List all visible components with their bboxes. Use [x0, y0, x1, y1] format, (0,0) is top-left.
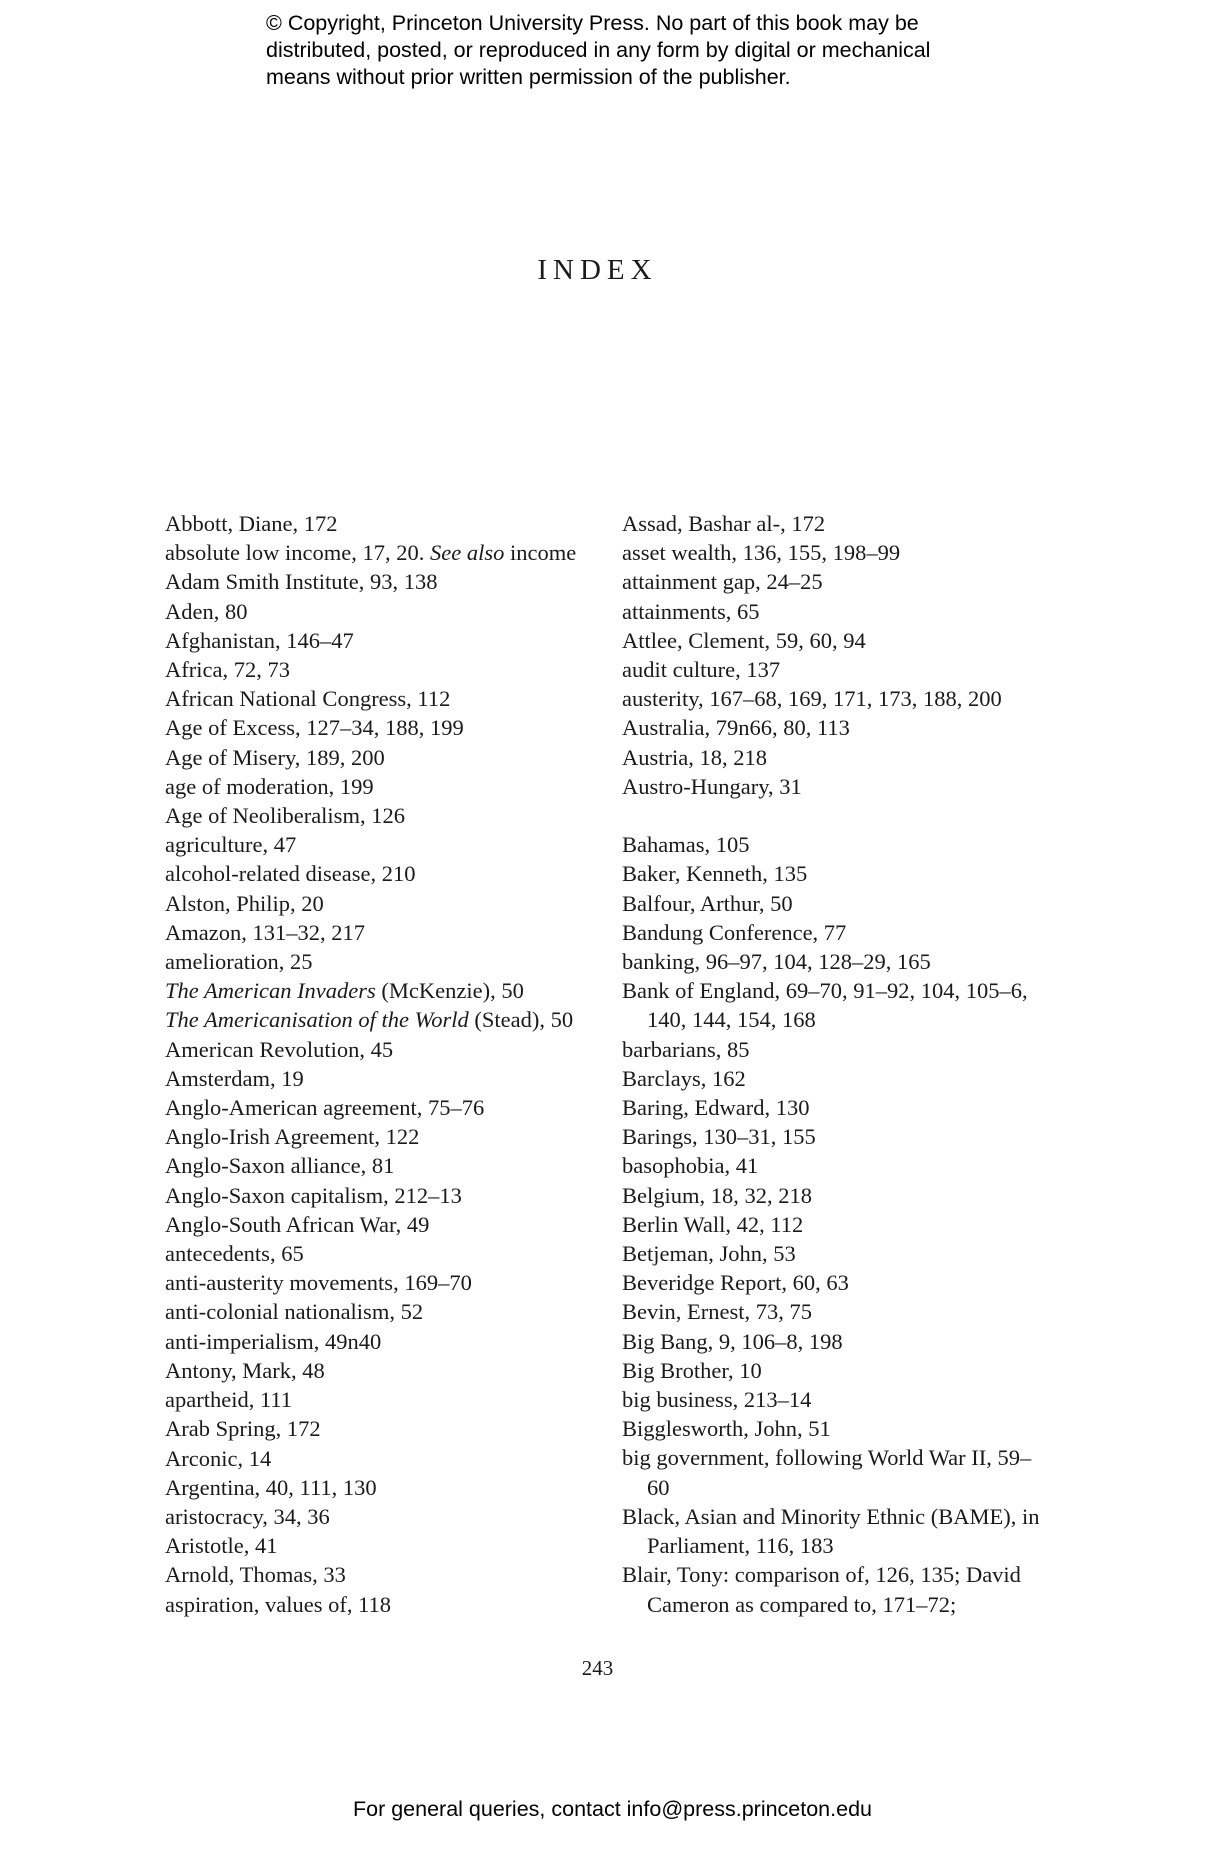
index-entry: Anglo-Saxon capitalism, 212–13 [165, 1182, 462, 1208]
index-entry: Bahamas, 105 [622, 832, 750, 858]
index-entry: amelioration, 25 [165, 949, 313, 975]
index-entry-text: (Stead), 50 [468, 1007, 574, 1033]
index-entry: aristocracy, 34, 36 [165, 1503, 330, 1529]
index-entry: Big Bang, 9, 106–8, 198 [622, 1328, 843, 1354]
index-entry: apartheid, 111 [165, 1387, 293, 1413]
index-entry [165, 976, 595, 1005]
index-entry: aspiration, values of, 118 [165, 1591, 391, 1617]
index-entry-text: absolute low income, 17, 20. [165, 540, 430, 566]
index-entry: Afghanistan, 146–47 [165, 627, 354, 653]
index-entry: barbarians, 85 [622, 1036, 750, 1062]
index-entry: American Revolution, 45 [165, 1036, 394, 1062]
index-entry: Black, Asian and Minority Ethnic (BAME), in Parliament, 116, 183 [622, 1503, 1040, 1559]
page-title: INDEX [537, 254, 658, 286]
index-entry: Barclays, 162 [622, 1065, 746, 1091]
index-entry-text: income [504, 540, 577, 566]
index-entry: asset wealth, 136, 155, 198–99 [622, 540, 901, 566]
index-entry: Antony, Mark, 48 [165, 1357, 325, 1383]
index-entry: Adam Smith Institute, 93, 138 [165, 569, 438, 595]
index-entry: Bevin, Ernest, 73, 75 [622, 1299, 812, 1325]
index-entry-italic: See also [429, 540, 505, 566]
index-entry: Beveridge Report, 60, 63 [622, 1270, 849, 1296]
index-entry: agriculture, 47 [165, 832, 297, 858]
index-entry: big business, 213–14 [622, 1387, 812, 1413]
index-entry-text: (McKenzie), 50 [375, 978, 524, 1004]
index-entry: big government, following World War II, 59–60 [622, 1445, 1032, 1500]
index-entry: Age of Excess, 127–34, 188, 199 [165, 715, 464, 741]
index-entry: banking, 96–97, 104, 128–29, 165 [622, 949, 931, 975]
index-entry: Berlin Wall, 42, 112 [622, 1211, 804, 1237]
index-entry: Austro-Hungary, 31 [622, 773, 802, 799]
index-column-right [622, 509, 1052, 1619]
index-entry: Austria, 18, 218 [622, 744, 767, 770]
index-entry: Baring, Edward, 130 [622, 1095, 810, 1121]
index-entry: Blair, Tony: comparison of, 126, 135; David Cameron as compared to, 171–72; [622, 1562, 1021, 1617]
index-entry: Anglo-Saxon alliance, 81 [165, 1153, 395, 1179]
copyright-line: © Copyright, Princeton University Press. No part of this book may be [266, 11, 919, 35]
index-entry: anti-austerity movements, 169–70 [165, 1270, 472, 1296]
index-entry: Bank of England, 69–70, 91–92, 104, 105–6, 140, 144, 154, 168 [622, 978, 1028, 1033]
index-entry-italic: The Americanisation of the World [165, 1007, 469, 1033]
index-entry: Amazon, 131–32, 217 [165, 919, 365, 945]
index-entry [165, 538, 595, 567]
index-entry: Amsterdam, 19 [165, 1065, 304, 1091]
index-entry: Barings, 130–31, 155 [622, 1124, 816, 1150]
index-entry: audit culture, 137 [622, 657, 781, 683]
index-entry: Abbott, Diane, 172 [165, 511, 338, 536]
index-entry: antecedents, 65 [165, 1241, 304, 1267]
index-entry: Bigglesworth, John, 51 [622, 1416, 831, 1442]
index-entry: Age of Misery, 189, 200 [165, 744, 385, 770]
index-entry: Anglo-South African War, 49 [165, 1211, 430, 1237]
index-entry: Arab Spring, 172 [165, 1416, 321, 1442]
index-entry: alcohol-related disease, 210 [165, 861, 416, 887]
index-column-left [165, 509, 595, 1619]
index-entry: African National Congress, 112 [165, 686, 451, 712]
index-entry: Attlee, Clement, 59, 60, 94 [622, 627, 866, 653]
index-entry: Australia, 79n66, 80, 113 [622, 715, 850, 741]
index-entry: Big Brother, 10 [622, 1357, 762, 1383]
index-entry: Argentina, 40, 111, 130 [165, 1474, 377, 1500]
index-entry: Anglo-American agreement, 75–76 [165, 1095, 485, 1121]
index-entry: Aden, 80 [165, 598, 248, 624]
index-entry-italic: The American Invaders [165, 978, 376, 1004]
footer-contact: For general queries, contact info@press.princeton.edu [352, 1797, 872, 1821]
index-entry: austerity, 167–68, 169, 171, 173, 188, 200 [622, 686, 1002, 712]
index-entry: age of moderation, 199 [165, 773, 374, 799]
index-entry: anti-imperialism, 49n40 [165, 1328, 382, 1354]
index-entry: Aristotle, 41 [165, 1533, 278, 1559]
index-entry: anti-colonial nationalism, 52 [165, 1299, 424, 1325]
page-number: 243 [581, 1656, 614, 1680]
index-entry: attainment gap, 24–25 [622, 569, 823, 595]
index-entry: Arconic, 14 [165, 1445, 272, 1471]
index-entry: Belgium, 18, 32, 218 [622, 1182, 812, 1208]
index-entry: attainments, 65 [622, 598, 760, 624]
copyright-line: distributed, posted, or reproduced in any form by digital or mechanical [266, 38, 931, 62]
index-entry [165, 1005, 595, 1034]
index-entry: Arnold, Thomas, 33 [165, 1562, 346, 1588]
index-entry: Betjeman, John, 53 [622, 1241, 796, 1267]
index-entry: Anglo-Irish Agreement, 122 [165, 1124, 420, 1150]
index-entry: basophobia, 41 [622, 1153, 759, 1179]
index-entry: Balfour, Arthur, 50 [622, 890, 793, 916]
index-entry: Bandung Conference, 77 [622, 919, 847, 945]
copyright-line: means without prior written permission of the publisher. [266, 65, 791, 89]
copyright-notice [266, 10, 1006, 91]
index-entry: Age of Neoliberalism, 126 [165, 803, 405, 829]
index-entry: Africa, 72, 73 [165, 657, 290, 683]
index-entry: Alston, Philip, 20 [165, 890, 324, 916]
index-entry: Assad, Bashar al-, 172 [622, 511, 826, 536]
index-entry: Baker, Kenneth, 135 [622, 861, 808, 887]
